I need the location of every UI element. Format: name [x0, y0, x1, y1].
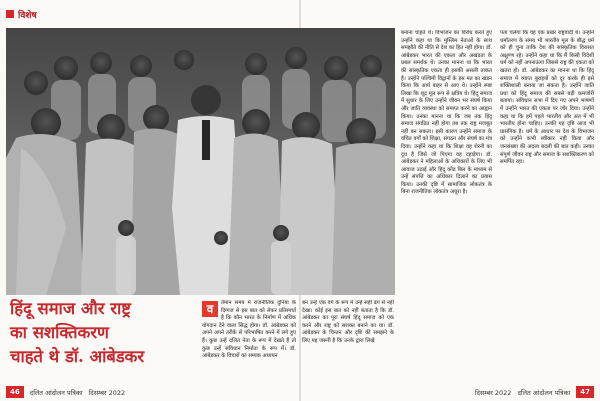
headline-line-2: का सशक्तिकरण: [10, 323, 109, 342]
section-label: विशेष: [18, 10, 37, 21]
headline-line-1: हिंदू समाज और राष्ट्र: [10, 299, 131, 318]
magazine-name-left: दलित आंदोलन पत्रिका: [29, 388, 83, 397]
page-number-left: 46: [6, 386, 24, 398]
column-3-text: बनाना चाहते थे। विभाजन का विरोध करते हुए उन्होंने कहा था कि मुस्लिम नेताओं के साथ समझौते की नीति से देश का हित नहीं होगा। डॉ. आंबेडकर भारत की एकता और अखंडता के प्रबल समर्थक थे। उनका मानना था कि भारत की सांस्कृतिक एकता ही इसकी असली ताकत है। उन्होंने पश्चिमी विद्वानों के इस मत का खंडन किया कि आर्य बाहर से आए थे। उन्होंने स्पष्ट लिखा कि शूद्र मूल रूप से क्षत्रिय थे। हिंदू समाज में सुधार के लिए उन्होंने जीवन भर संघर्ष किया और जाति व्यवस्था को समाप्त करने का आह्वान किया। उनका मानना था कि जब तक हिंदू समाज संगठित नहीं होगा तब तक राष्ट्र मजबूत नहीं बन सकता। इसी कारण उन्होंने समाज के वंचित वर्गों को शिक्षा, संगठन और संघर्ष का मंत्र दिया। उन्होंने कहा था कि शिक्षा वह शेरनी का दूध है जिसे जो पिएगा वह दहाड़ेगा। डॉ. आंबेडकर ने महिलाओं के अधिकारों के लिए भी आवाज उठाई और हिंदू कोड बिल के माध्यम से उन्हें संपत्ति का अधिकार दिलाने का प्रयास किया। उनकी दृष्टि में सामाजिक लोकतंत्र के बिना राजनीतिक लोकतंत्र अधूरा है।: [401, 30, 492, 196]
drop-cap: व: [202, 301, 218, 317]
issue-month-left: दिसम्बर 2022: [88, 388, 126, 397]
article-column-2: [302, 300, 394, 382]
headline-line-3: चाहते थे डॉ. आंबेडकर: [10, 347, 145, 366]
column-1-text: र्तमान समय में राजनीतिक दुनिया के दिग्गज से इस बात को लेकर प्रतिस्पर्धा है कि कौन भारत के निर्माण में अधिक योगदान देने वाला सिद्ध होगा। डॉ. आंबेडकर को अपने अपने तरीके से परिभाषित करने में लगे हुए हैं। कुछ उन्हें दलित नेता के रूप में देखते हैं तो कुछ उन्हें संविधान निर्माता के रूप में। डॉ. आंबेडकर के विचारों का सम्यक अध्ययन: [202, 300, 296, 360]
section-tag: [6, 5, 37, 23]
article-headline: [10, 297, 194, 369]
page-number-right: 47: [576, 386, 594, 398]
column-4-text: पता चलेगा कि वह एक प्रखर राष्ट्रवादी थे। उन्होंने धर्मांतरण के समय भी भारतीय मूल के बौद्ध धर्म को ही चुना ताकि देश की सांस्कृतिक विरासत अक्षुण्ण रहे। उन्होंने कहा था कि मैं किसी विदेशी धर्म को नहीं अपनाऊंगा जिससे राष्ट्र की एकता को खतरा हो। डॉ. आंबेडकर का मानना था कि हिंदू समाज में व्याप्त बुराइयों को दूर करके ही इसे शक्तिशाली बनाया जा सकता है। उन्होंने जाति प्रथा को हिंदू समाज की सबसे बड़ी कमजोरी बताया। संविधान सभा में दिए गए अपने भाषणों में उन्होंने भारत की एकता पर जोर दिया। उन्होंने कहा था कि हमें पहले भारतीय और अंत में भी भारतीय होना चाहिए। उनकी यह दृष्टि आज भी प्रासंगिक है। धर्म के आधार पर देश के विभाजन को उन्होंने कभी स्वीकार नहीं किया और जनसंख्या की अदला बदली की बात कही। उनका संपूर्ण जीवन राष्ट्र और समाज के सशक्तिकरण को समर्पित रहा।: [500, 30, 594, 166]
article-column-3: [401, 30, 492, 382]
footer-right: [475, 386, 594, 398]
footer-left: [6, 386, 125, 398]
article-column-1: [202, 300, 296, 382]
historic-group-photo: [6, 28, 395, 295]
issue-month-right: दिसम्बर 2022: [474, 388, 512, 397]
column-2-text: बन उन्हें एक वर्ग के रूप में उन्हें सही ढंग से नहीं देखा। कोई इस बात को नहीं बताता है कि डॉ. आंबेडकर का पूरा संघर्ष हिंदू समाज को एक करने और राष्ट्र को सशक्त बनाने का था। डॉ. आंबेडकर के चिन्तन और दृष्टि की समझने के लिए यह जरूरी है कि उनके द्वारा लिखे: [302, 300, 394, 344]
section-square-icon: [6, 10, 14, 18]
magazine-name-right: दलित आंदोलन पत्रिका: [517, 388, 571, 397]
article-column-4: [500, 30, 594, 382]
